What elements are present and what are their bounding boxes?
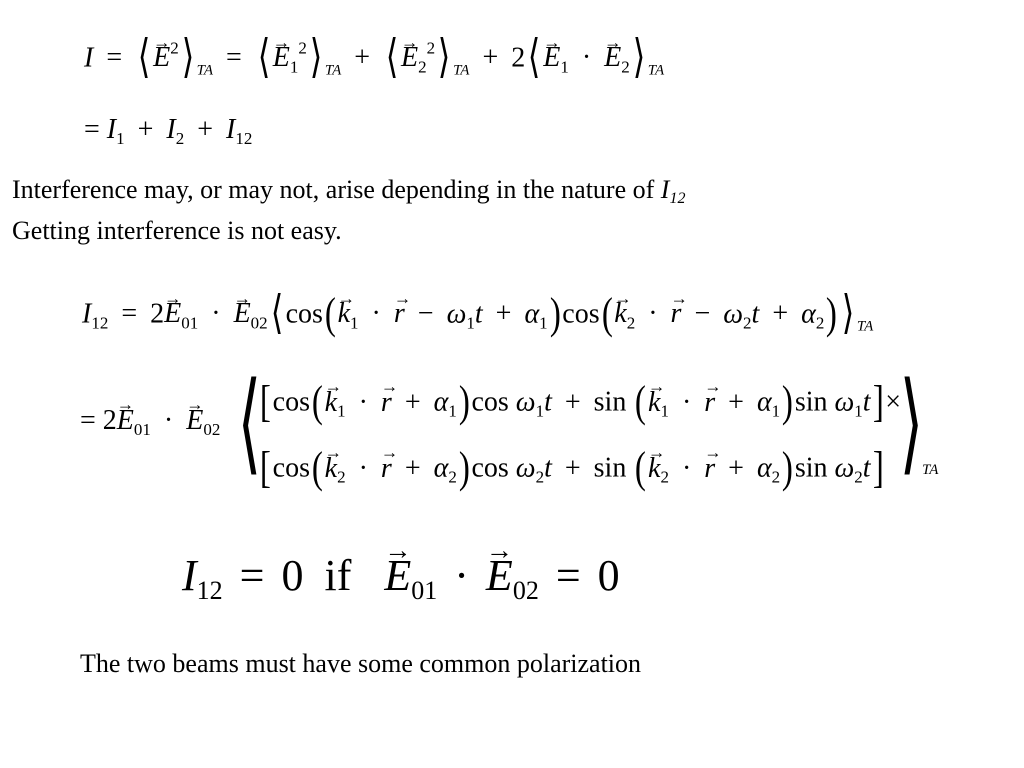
minus-sign: − [417, 298, 434, 330]
right-bracket: ] [872, 443, 884, 492]
plus-sign: + [772, 298, 789, 330]
right-paren: ) [549, 288, 561, 338]
subscript: 2 [815, 313, 825, 333]
left-paren: ( [324, 288, 336, 338]
large-right-angle-bracket: ⟩ [899, 362, 924, 484]
vector-E: → E [543, 44, 560, 72]
cos-function: cos [471, 386, 509, 418]
right-angle-bracket: ⟩ [841, 287, 855, 338]
subscript: 2 [743, 313, 752, 333]
subscript: 12 [91, 313, 109, 333]
dot-operator: · [371, 298, 381, 330]
right-bracket: ] [872, 377, 884, 426]
i12-equation-line2 [258, 377, 902, 426]
right-angle-bracket: ⟩ [632, 31, 646, 82]
vector-r: → r [381, 455, 392, 483]
coefficient: 2 [511, 42, 526, 74]
vector-r: → r [704, 455, 715, 483]
exponent: 2 [426, 38, 436, 58]
symbol-I: I [106, 114, 117, 145]
vector-E: → E [604, 44, 621, 72]
vector-k: → k [325, 455, 337, 483]
right-angle-bracket: ⟩ [181, 31, 194, 82]
subscript: 2 [771, 467, 781, 487]
time-average-subscript: TA [922, 462, 939, 478]
subscript: 02 [250, 313, 268, 333]
symbol-I: I [226, 114, 236, 145]
left-angle-bracket: ⟨ [257, 31, 271, 82]
plus-sign: + [404, 452, 421, 484]
symbol-t: t [474, 298, 483, 330]
subscript: 2 [626, 313, 636, 333]
symbol-omega: ω [834, 452, 855, 484]
right-paren: ) [458, 377, 470, 426]
large-left-angle-bracket: ⟨ [237, 362, 262, 484]
i12-equation-line3 [258, 443, 885, 492]
vector-r: → r [394, 300, 405, 328]
plus-sign: + [564, 386, 581, 418]
subscript: 2 [418, 57, 427, 77]
vector-r: → r [671, 300, 682, 328]
equals-sign: = [84, 114, 100, 145]
subscript: 1 [337, 401, 346, 421]
vector-r: → r [381, 389, 392, 417]
cos-function: cos [471, 452, 509, 484]
symbol-I: I [182, 551, 197, 600]
dot-operator: · [358, 386, 368, 418]
cos-function: cos [562, 298, 600, 330]
polarization-note: The two beams must have some common polarization [80, 649, 642, 678]
sin-function: sin [794, 386, 828, 418]
symbol-omega: ω [723, 298, 744, 330]
time-average-subscript: TA [856, 318, 874, 335]
coefficient: 2 [150, 298, 165, 330]
subscript: 2 [175, 128, 185, 148]
subscript: 2 [448, 467, 457, 487]
plus-sign: + [564, 452, 581, 484]
vector-E: → E [401, 44, 418, 72]
symbol-alpha: α [801, 298, 816, 330]
plus-sign: + [197, 114, 214, 145]
interference-note-line1 [12, 177, 685, 207]
left-paren: ( [601, 288, 613, 338]
symbol-alpha: α [756, 452, 772, 484]
equals-sign: = [555, 551, 581, 600]
subscript: 1 [535, 401, 545, 421]
subscript: 01 [181, 313, 199, 333]
left-bracket: [ [259, 377, 271, 426]
symbol-omega: ω [515, 386, 536, 418]
left-angle-bracket: ⟨ [270, 287, 283, 338]
symbol-omega: ω [834, 386, 855, 418]
cos-function: cos [272, 386, 310, 418]
left-paren: ( [635, 443, 647, 492]
zero: 0 [281, 551, 304, 600]
left-angle-bracket: ⟨ [137, 31, 151, 82]
sin-function: sin [593, 452, 627, 484]
plus-sign: + [354, 42, 371, 74]
symbol-t: t [544, 452, 552, 484]
vector-E: → E [164, 300, 181, 328]
subscript: 1 [539, 313, 548, 333]
subscript: 02 [203, 419, 221, 439]
vector-E: → E [273, 44, 290, 72]
dot-operator: · [681, 452, 692, 484]
equals-sign: = [239, 551, 265, 600]
interference-note-line2: Getting interference is not easy. [12, 216, 342, 245]
left-paren: ( [635, 377, 647, 426]
symbol-alpha: α [756, 386, 772, 418]
dot-operator: · [358, 452, 368, 484]
intensity-equation-line1 [84, 31, 665, 82]
dot-operator: · [163, 405, 174, 436]
equals-sign: = [226, 42, 242, 74]
subscript: 01 [133, 419, 151, 439]
vector-E: → E [486, 554, 513, 598]
sin-function: sin [593, 386, 627, 418]
dot-operator: · [648, 298, 658, 330]
subscript: 12 [196, 576, 223, 606]
symbol-t: t [862, 452, 871, 484]
dot-operator: · [581, 42, 592, 74]
if-keyword: if [324, 551, 352, 600]
symbol-t: t [862, 386, 871, 418]
subscript: 01 [411, 576, 438, 606]
sin-function: sin [794, 452, 828, 484]
symbol-omega: ω [515, 452, 536, 484]
subscript: 1 [116, 128, 125, 148]
symbol-alpha: α [433, 452, 449, 484]
left-angle-bracket: ⟨ [385, 31, 399, 82]
subscript: 2 [621, 57, 630, 77]
symbol-t: t [544, 386, 552, 418]
vector-E: → E [117, 407, 134, 435]
subscript: 2 [535, 467, 545, 487]
subscript: 2 [660, 467, 669, 487]
vector-k: → k [338, 300, 350, 328]
right-paren: ) [782, 443, 793, 492]
vector-k: → k [325, 389, 337, 417]
vector-E: → E [153, 44, 170, 72]
time-average-subscript: TA [453, 62, 470, 79]
vector-E: → E [186, 407, 203, 435]
vector-E: → E [234, 300, 251, 328]
right-paren: ) [782, 377, 793, 426]
subscript: 12 [235, 128, 253, 148]
exponent: 2 [298, 38, 307, 58]
dot-operator: · [681, 386, 692, 418]
left-bracket: [ [259, 443, 271, 492]
subscript: 1 [466, 313, 475, 333]
exponent: 2 [170, 38, 179, 58]
subscript: 12 [669, 189, 686, 207]
time-average-subscript: TA [647, 62, 665, 79]
subscript: 2 [854, 467, 863, 487]
subscript: 1 [560, 57, 569, 77]
subscript: 1 [660, 401, 669, 421]
symbol-I: I [84, 42, 94, 74]
subscript: 1 [854, 401, 863, 421]
symbol-alpha: α [524, 298, 540, 330]
note-text: Interference may, or may not, arise depending in the nature of [12, 175, 655, 204]
cos-function: cos [272, 452, 310, 484]
right-angle-bracket: ⟩ [437, 31, 451, 82]
symbol-alpha: α [433, 386, 449, 418]
left-angle-bracket: ⟨ [527, 31, 541, 82]
plus-sign: + [728, 452, 744, 484]
intensity-equation-line2 [84, 116, 252, 147]
i12-equation-line1 [82, 287, 874, 338]
subscript: 1 [350, 313, 359, 333]
subscript: 1 [771, 401, 781, 421]
plus-sign: + [137, 114, 154, 145]
plus-sign: + [728, 386, 744, 418]
time-average-subscript: TA [196, 62, 214, 79]
vector-r: → r [704, 389, 715, 417]
plus-sign: + [495, 298, 512, 330]
left-paren: ( [311, 443, 323, 492]
left-paren: ( [311, 377, 323, 426]
cos-function: cos [285, 298, 323, 330]
equals-sign: = [80, 405, 96, 436]
symbol-t: t [751, 298, 760, 330]
equals-sign: = [121, 298, 138, 330]
equals-sign: = [106, 42, 123, 74]
subscript: 02 [512, 576, 539, 606]
symbol-omega: ω [446, 298, 467, 330]
i12-equation-prefix [80, 407, 220, 438]
minus-sign: − [694, 298, 711, 330]
symbol-I: I [660, 175, 670, 204]
vector-k: → k [614, 300, 626, 328]
subscript: 2 [337, 467, 346, 487]
dot-operator: · [211, 298, 221, 330]
symbol-I: I [166, 114, 176, 145]
right-paren: ) [826, 288, 838, 338]
plus-sign: + [404, 386, 421, 418]
time-average-subscript: TA [324, 62, 342, 79]
dot-operator: · [454, 551, 469, 600]
plus-sign: + [482, 42, 499, 74]
symbol-I: I [82, 298, 92, 330]
subscript: 1 [289, 57, 299, 77]
vector-k: → k [648, 455, 660, 483]
times-sign: × [885, 386, 902, 418]
vector-E: → E [384, 554, 411, 598]
coefficient: 2 [102, 405, 117, 436]
right-angle-bracket: ⟩ [309, 31, 323, 82]
right-paren: ) [458, 443, 470, 492]
vector-k: → k [648, 389, 660, 417]
zero: 0 [597, 551, 620, 600]
subscript: 1 [448, 401, 457, 421]
zero-condition-equation [182, 551, 620, 606]
